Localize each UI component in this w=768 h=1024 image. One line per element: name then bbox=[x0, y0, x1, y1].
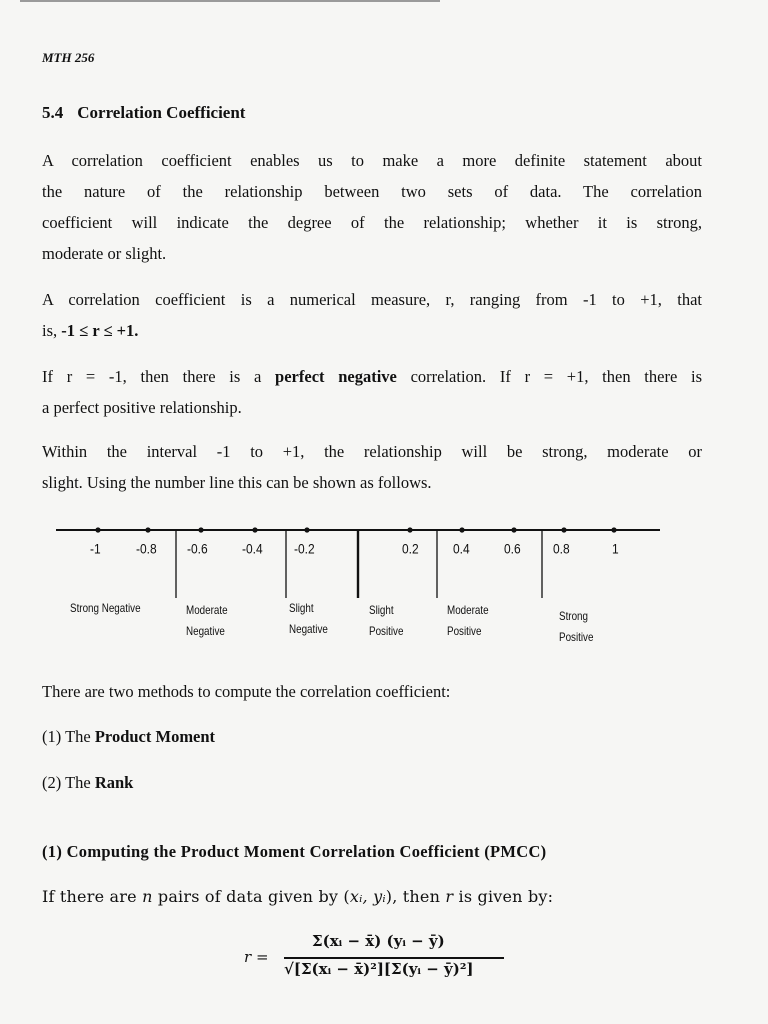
category-slight-positive bbox=[369, 600, 459, 642]
tick-label: 0.2 bbox=[402, 540, 419, 558]
category-line: Moderate bbox=[186, 603, 228, 617]
tick-label: -0.4 bbox=[242, 540, 263, 558]
pmcc-heading: (1) Computing the Product Moment Correlation Coefficient (PMCC) bbox=[42, 842, 547, 861]
text-line: A correlation coefficient is a numerical measure, r, ranging from -1 to +1, that bbox=[42, 290, 702, 309]
category-strong-positive bbox=[559, 606, 649, 648]
tick-label: 1 bbox=[612, 540, 619, 558]
text-line: A correlation coefficient enables us to make a more definite statement about bbox=[42, 151, 702, 170]
formula-lhs: r = bbox=[244, 948, 269, 966]
point-dot bbox=[459, 527, 464, 532]
category-strong-negative bbox=[70, 598, 160, 619]
range-inequality: -1 ≤ r ≤ +1. bbox=[61, 321, 139, 340]
bold-term: perfect negative bbox=[275, 367, 397, 386]
text-run: (2) The bbox=[42, 773, 95, 792]
text-run: ), then bbox=[385, 887, 446, 906]
category-line: Slight bbox=[369, 603, 394, 617]
tick-label: 0.6 bbox=[504, 540, 521, 558]
tick-label: 0.4 bbox=[453, 540, 470, 558]
pmcc-formula bbox=[244, 930, 514, 990]
text-line: a perfect positive relationship. bbox=[42, 398, 242, 417]
text-line: Within the interval -1 to +1, the relationship will be strong, moderate or bbox=[42, 442, 702, 461]
point-dot bbox=[511, 527, 516, 532]
point-dot bbox=[145, 527, 150, 532]
category-moderate-positive bbox=[447, 600, 537, 642]
category-line: Negative bbox=[186, 624, 225, 638]
formula-denominator: √[Σ(xᵢ − x̄)²][Σ(yᵢ − ȳ)²] bbox=[284, 960, 474, 978]
text-line: is, bbox=[42, 321, 62, 340]
point-dot bbox=[304, 527, 309, 532]
point-dot bbox=[561, 527, 566, 532]
paragraph-perfect bbox=[42, 361, 702, 423]
paragraph-interval bbox=[42, 436, 702, 498]
text-run: If there are bbox=[42, 887, 143, 906]
category-line: Strong Negative bbox=[70, 601, 141, 615]
section-number: 5.4 bbox=[42, 103, 64, 122]
tick-label: -0.8 bbox=[136, 540, 157, 558]
point-dot bbox=[198, 527, 203, 532]
point-dot bbox=[407, 527, 412, 532]
tick-label: 0.8 bbox=[553, 540, 570, 558]
method-product-moment bbox=[42, 721, 702, 752]
point-dot bbox=[611, 527, 616, 532]
category-line: Strong bbox=[559, 609, 588, 623]
text-run: If r = -1, then there is a bbox=[42, 367, 276, 386]
category-line: Positive bbox=[559, 630, 594, 644]
bold-term: Rank bbox=[94, 773, 134, 792]
course-code: MTH 256 bbox=[42, 50, 95, 65]
text-run: r bbox=[445, 887, 454, 906]
category-line: Positive bbox=[369, 624, 404, 638]
number-line-diagram bbox=[56, 518, 666, 658]
bold-term: Product Moment bbox=[94, 727, 216, 746]
text-run: pairs of data given by ( bbox=[152, 887, 350, 906]
category-line: Negative bbox=[289, 622, 328, 636]
category-slight-negative bbox=[289, 598, 379, 640]
pmcc-intro bbox=[42, 887, 553, 906]
section-heading bbox=[42, 103, 245, 123]
text-line: coefficient will indicate the degree of the relationship; whether it is strong, bbox=[42, 213, 702, 232]
text-run: correlation. If r = +1, then there is bbox=[396, 367, 702, 386]
top-rule bbox=[20, 0, 440, 2]
category-line: Positive bbox=[447, 624, 482, 638]
category-moderate-negative bbox=[186, 600, 276, 642]
text-line: moderate or slight. bbox=[42, 244, 167, 263]
category-line: Moderate bbox=[447, 603, 489, 617]
section-title: Correlation Coefficient bbox=[77, 103, 246, 122]
text-line bbox=[42, 361, 702, 392]
paragraph-definition bbox=[42, 145, 702, 269]
category-line: Slight bbox=[289, 601, 314, 615]
text-run: xᵢ, yᵢ bbox=[349, 887, 386, 906]
tick-label-zero bbox=[355, 541, 362, 557]
paragraph-range bbox=[42, 284, 702, 346]
text-run: n bbox=[142, 887, 153, 906]
point-dot bbox=[95, 527, 100, 532]
method-rank bbox=[42, 767, 702, 798]
methods-intro: There are two methods to compute the correlation coefficient: bbox=[42, 682, 451, 701]
formula-numerator: Σ(xᵢ − x̄) (yᵢ − ȳ) bbox=[312, 932, 445, 950]
text-line: slight. Using the number line this can be shown as follows. bbox=[42, 473, 432, 492]
tick-label: -1 bbox=[90, 540, 101, 558]
fraction-bar bbox=[284, 957, 504, 959]
tick-label: -0.2 bbox=[294, 540, 315, 558]
point-dot bbox=[252, 527, 257, 532]
text-line: the nature of the relationship between two sets of data. The correlation bbox=[42, 182, 702, 201]
text-run: is given by: bbox=[453, 887, 554, 906]
tick-label: -0.6 bbox=[187, 540, 208, 558]
text-run: (1) The bbox=[42, 727, 95, 746]
